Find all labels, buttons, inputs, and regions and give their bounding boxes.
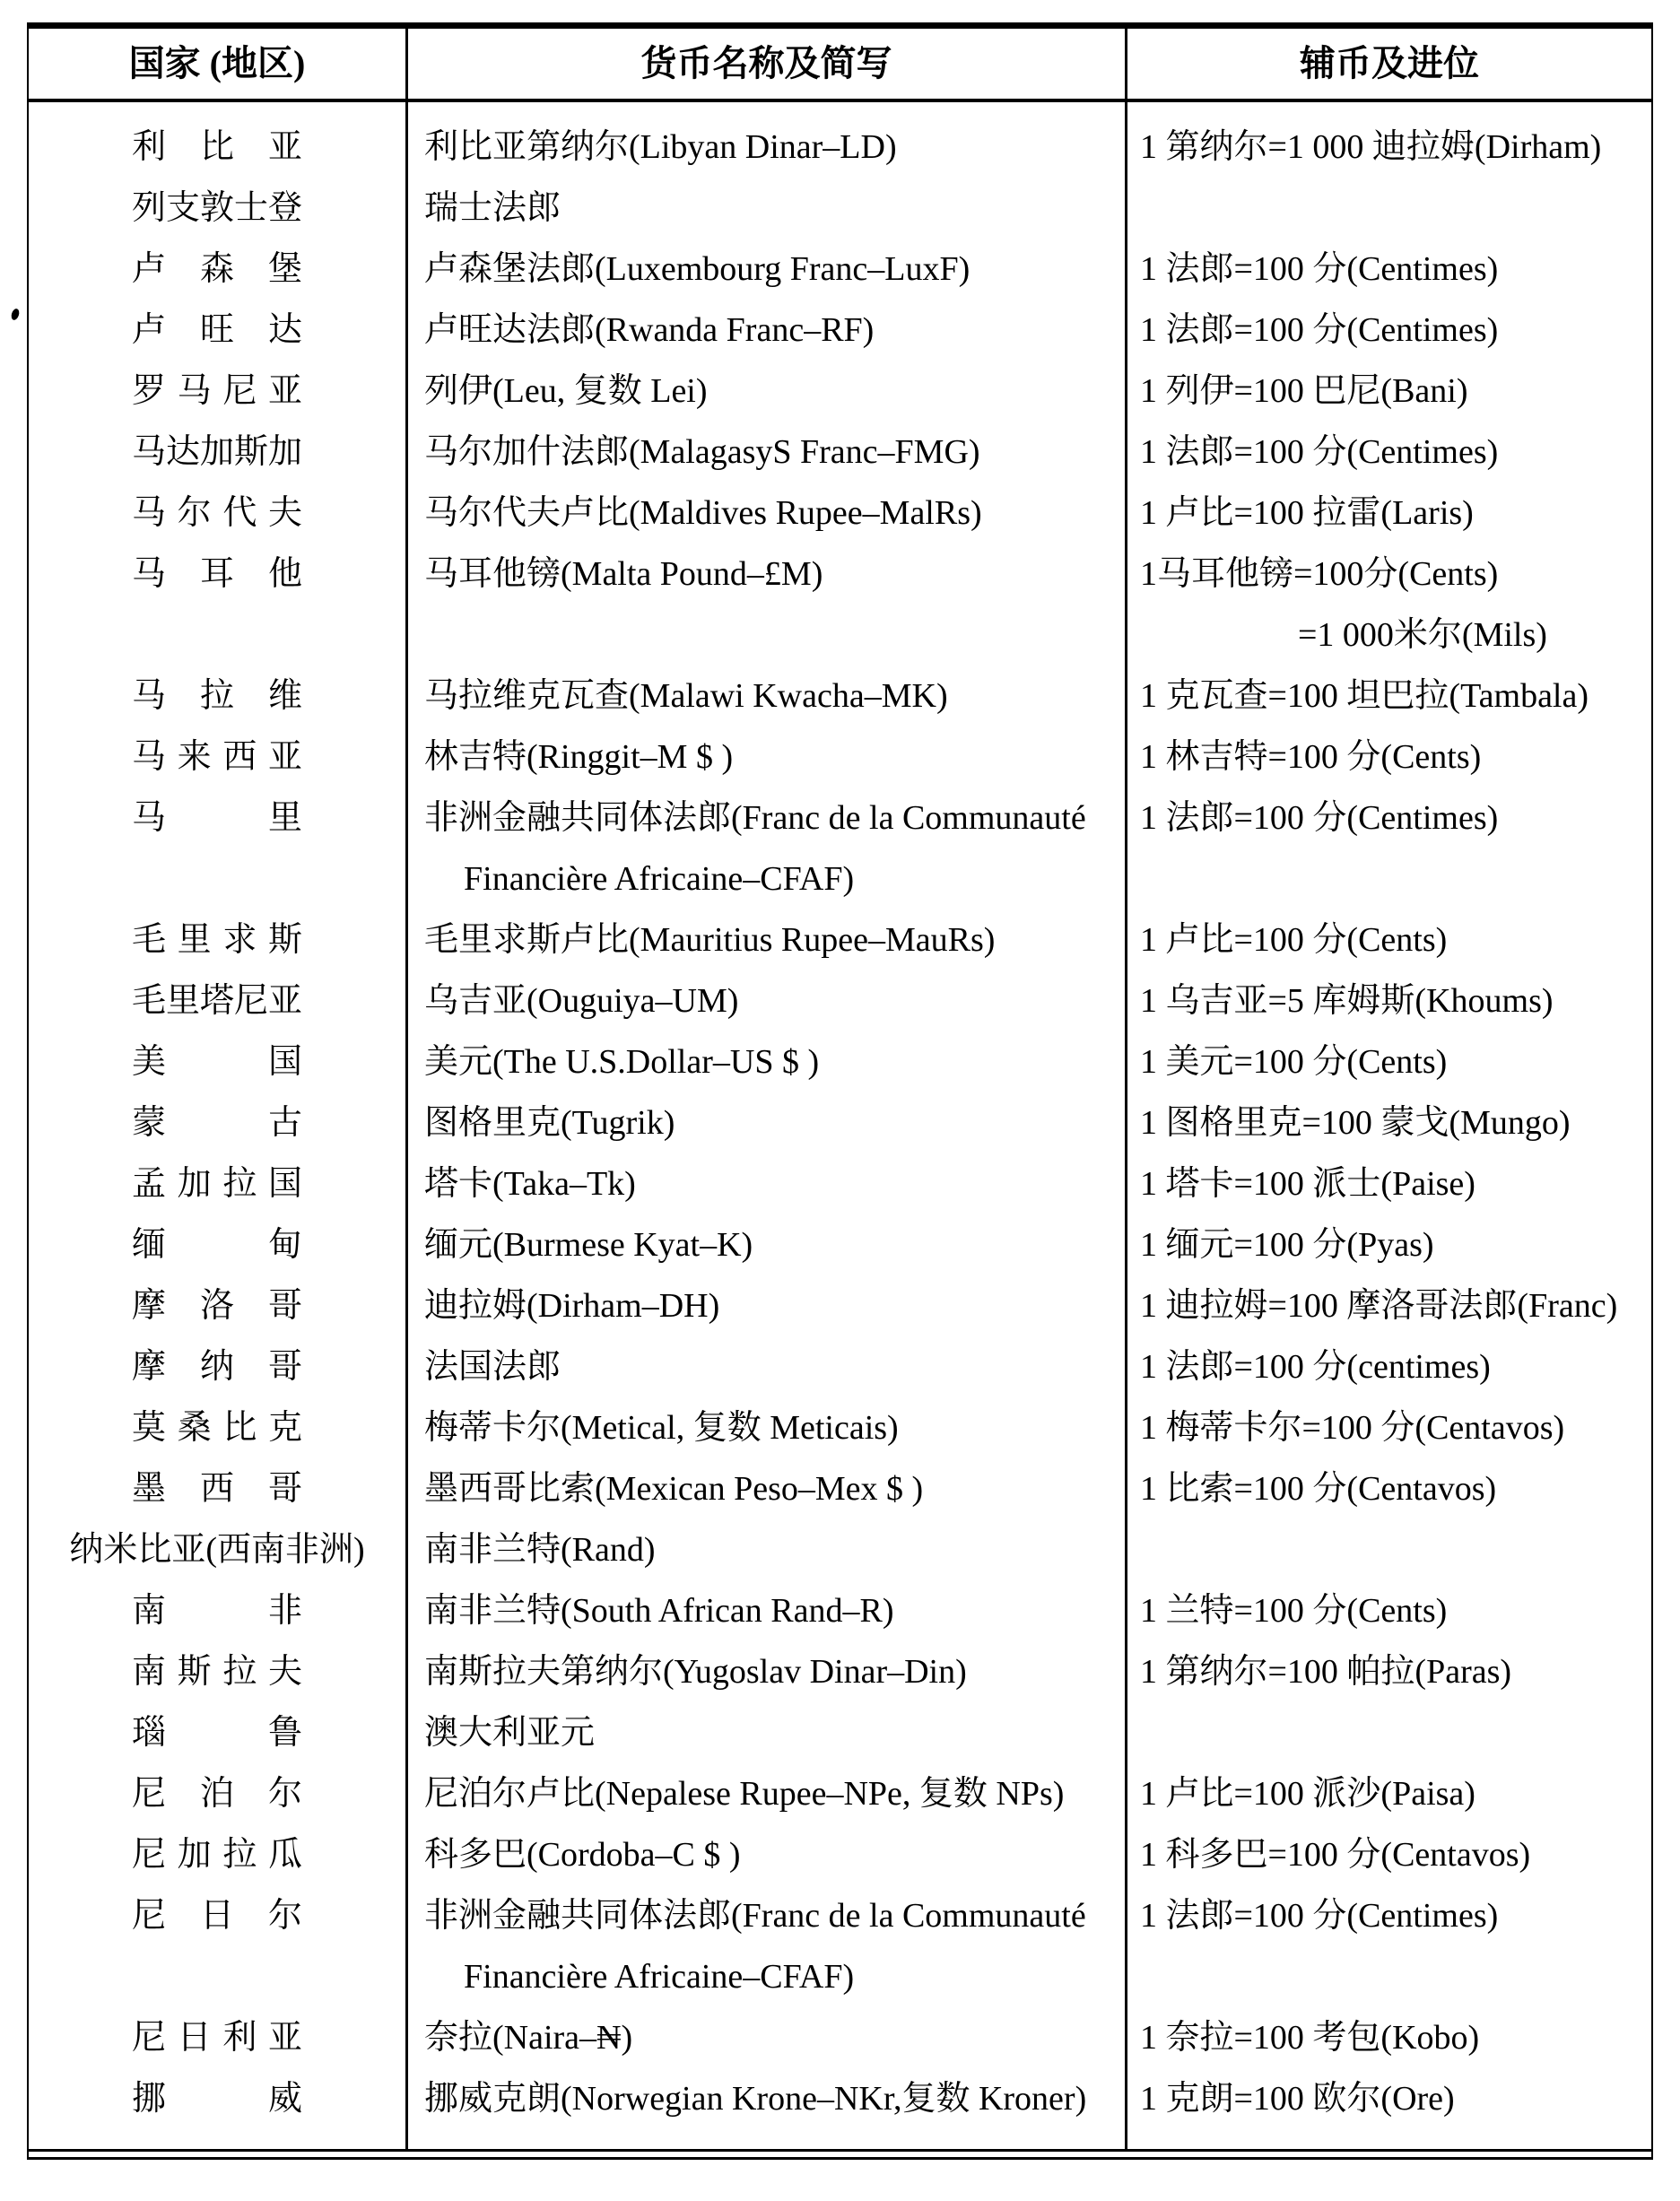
country-name: 瑙鲁 [132, 1714, 302, 1752]
currency-cell [408, 1702, 1127, 1763]
table-row [29, 1641, 1651, 1702]
subunit-cell [1127, 178, 1651, 239]
subunit-cell [1127, 726, 1651, 787]
country-name: 摩洛哥 [132, 1287, 302, 1325]
subunit-cell [1127, 422, 1651, 483]
currency-cell [408, 1214, 1127, 1275]
currency-cell [408, 1397, 1127, 1458]
table-row [29, 1580, 1651, 1641]
table-row [29, 1336, 1651, 1397]
table-row [29, 1031, 1651, 1092]
country-name: 南非 [132, 1592, 302, 1630]
subunit-cell [1127, 1702, 1651, 1763]
currency-line: 瑞士法郎 [424, 189, 561, 227]
currency-line: 挪威克朗(Norwegian Krone–NKr,复数 Kroner) [424, 2080, 1087, 2118]
subunit-cell [1127, 2068, 1651, 2149]
table-row [29, 178, 1651, 239]
subunit-cell [1127, 970, 1651, 1031]
country-name: 毛里塔尼亚 [131, 982, 302, 1020]
table-row [29, 2007, 1651, 2068]
currency-cell [408, 2007, 1127, 2068]
currency-cell [408, 1275, 1127, 1336]
country-cell [29, 544, 408, 666]
currency-line: 南斯拉夫第纳尔(Yugoslav Dinar–Din) [424, 1653, 967, 1691]
country-name: 卢旺达 [132, 311, 302, 349]
subunit-line: 1 缅元=100 分(Pyas) [1140, 1226, 1434, 1264]
subunit-cell [1127, 1397, 1651, 1458]
table-row [29, 544, 1651, 666]
currency-line: 卢旺达法郎(Rwanda Franc–RF) [424, 311, 875, 349]
country-cell [29, 1153, 408, 1214]
table-row [29, 1092, 1651, 1153]
subunit-line: 1 比索=100 分(Centavos) [1140, 1470, 1497, 1508]
subunit-line: 1 林吉特=100 分(Cents) [1140, 738, 1482, 776]
country-cell [29, 787, 408, 909]
currency-line: 南非兰特(Rand) [424, 1531, 656, 1569]
currency-line: 非洲金融共同体法郎(Franc de la Communauté [424, 799, 1086, 837]
bottom-double-rule [29, 2149, 1651, 2160]
currency-line: 林吉特(Ringgit–M $ ) [424, 738, 734, 776]
subunit-cell [1127, 1153, 1651, 1214]
subunit-line: 1 第纳尔=100 帕拉(Paras) [1140, 1653, 1512, 1691]
country-cell [29, 1336, 408, 1397]
subunit-cell [1127, 1519, 1651, 1580]
currency-cell [408, 1519, 1127, 1580]
currency-line: 美元(The U.S.Dollar–US $ ) [424, 1043, 820, 1081]
currency-line: 非洲金融共同体法郎(Franc de la Communauté [424, 1897, 1086, 1935]
country-name: 马拉维 [132, 677, 302, 715]
country-name: 列支敦士登 [131, 189, 302, 227]
subunit-line: 1 法郎=100 分(Centimes) [1140, 433, 1499, 471]
country-cell [29, 422, 408, 483]
subunit-line: 1 美元=100 分(Cents) [1140, 1043, 1448, 1081]
header-country: 国家 (地区) [29, 29, 408, 99]
subunit-cell [1127, 1275, 1651, 1336]
table-row [29, 1397, 1651, 1458]
table-row [29, 726, 1651, 787]
currency-cell [408, 361, 1127, 422]
subunit-cell [1127, 1092, 1651, 1153]
country-cell [29, 2068, 408, 2149]
country-cell [29, 1397, 408, 1458]
currency-cell [408, 2068, 1127, 2149]
subunit-line: 1 法郎=100 分(centimes) [1140, 1348, 1491, 1386]
table-row [29, 483, 1651, 544]
subunit-line: 1 第纳尔=1 000 迪拉姆(Dirham) [1140, 128, 1602, 166]
table-row [29, 102, 1651, 178]
country-name: 墨西哥 [132, 1470, 302, 1508]
table-row [29, 1214, 1651, 1275]
currency-line: 科多巴(Cordoba–C $ ) [424, 1836, 741, 1874]
country-name: 南斯拉夫 [132, 1653, 302, 1691]
country-name: 马尔代夫 [132, 494, 302, 532]
country-cell [29, 970, 408, 1031]
currency-cell [408, 787, 1127, 909]
currency-cell [408, 1824, 1127, 1885]
currency-cell [408, 1092, 1127, 1153]
subunit-cell [1127, 666, 1651, 726]
subunit-cell [1127, 1458, 1651, 1519]
country-cell [29, 1458, 408, 1519]
country-cell [29, 1519, 408, 1580]
subunit-line: 1 梅蒂卡尔=100 分(Centavos) [1140, 1409, 1565, 1447]
country-cell [29, 1214, 408, 1275]
table-row [29, 666, 1651, 726]
subunit-cell [1127, 239, 1651, 300]
currency-line: 马拉维克瓦查(Malawi Kwacha–MK) [424, 677, 948, 715]
subunit-cell [1127, 483, 1651, 544]
currency-cell [408, 666, 1127, 726]
currency-line: 奈拉(Naira–₦) [424, 2019, 633, 2057]
country-name: 马耳他 [132, 555, 302, 593]
currency-cell [408, 909, 1127, 970]
table-row [29, 361, 1651, 422]
currency-cell [408, 300, 1127, 361]
subunit-line: 1 塔卡=100 派士(Paise) [1140, 1165, 1475, 1203]
currency-line: 南非兰特(South African Rand–R) [424, 1592, 894, 1630]
subunit-cell [1127, 1031, 1651, 1092]
country-cell [29, 726, 408, 787]
country-cell [29, 483, 408, 544]
country-name: 挪威 [132, 2080, 302, 2118]
subunit-line: 1 法郎=100 分(Centimes) [1140, 250, 1499, 288]
subunit-cell [1127, 2007, 1651, 2068]
currency-line: 塔卡(Taka–Tk) [424, 1165, 636, 1203]
subunit-cell [1127, 1214, 1651, 1275]
country-cell [29, 2007, 408, 2068]
country-name: 马来西亚 [132, 738, 302, 776]
country-cell [29, 361, 408, 422]
table-row [29, 239, 1651, 300]
country-cell [29, 102, 408, 178]
currency-cell [408, 102, 1127, 178]
currency-line: 迪拉姆(Dirham–DH) [424, 1287, 720, 1325]
subunit-line: 1 奈拉=100 考包(Kobo) [1140, 2019, 1480, 2057]
country-cell [29, 1580, 408, 1641]
currency-cell [408, 1336, 1127, 1397]
country-name: 卢森堡 [132, 250, 302, 288]
country-name: 纳米比亚(西南非洲) [69, 1531, 365, 1569]
country-cell [29, 909, 408, 970]
currency-cell [408, 1153, 1127, 1214]
currency-cell [408, 1580, 1127, 1641]
country-cell [29, 1763, 408, 1824]
currency-line: 卢森堡法郎(Luxembourg Franc–LuxF) [424, 250, 971, 288]
header-currency-name: 货币名称及简写 [408, 29, 1127, 99]
country-cell [29, 1824, 408, 1885]
subunit-line: 1马耳他镑=100分(Cents) [1140, 555, 1499, 593]
table-row [29, 1275, 1651, 1336]
currency-line: 乌吉亚(Ouguiya–UM) [424, 982, 739, 1020]
table-row [29, 2068, 1651, 2149]
subunit-line: 1 图格里克=100 蒙戈(Mungo) [1140, 1104, 1571, 1142]
subunit-line: 1 科多巴=100 分(Centavos) [1140, 1836, 1531, 1874]
subunit-cell [1127, 102, 1651, 178]
subunit-line: =1 000米尔(Mils) [1298, 616, 1547, 654]
table-row [29, 422, 1651, 483]
country-name: 马达加斯加 [131, 433, 302, 471]
country-name: 罗马尼亚 [132, 372, 302, 410]
country-name: 蒙古 [132, 1104, 302, 1142]
subunit-line: 1 法郎=100 分(Centimes) [1140, 311, 1499, 349]
subunit-cell [1127, 361, 1651, 422]
subunit-cell [1127, 1580, 1651, 1641]
table-row [29, 1153, 1651, 1214]
country-cell [29, 178, 408, 239]
currency-cell [408, 1031, 1127, 1092]
country-cell [29, 239, 408, 300]
subunit-line: 1 兰特=100 分(Cents) [1140, 1592, 1448, 1630]
table-row [29, 1824, 1651, 1885]
subunit-cell [1127, 1336, 1651, 1397]
country-name: 缅甸 [132, 1226, 302, 1264]
currency-cell [408, 483, 1127, 544]
table-body [29, 102, 1651, 2149]
currency-line: 法国法郎 [424, 1348, 561, 1386]
country-name: 摩纳哥 [132, 1348, 302, 1386]
country-name: 孟加拉国 [132, 1165, 302, 1203]
subunit-line: 1 克朗=100 欧尔(Ore) [1140, 2080, 1455, 2118]
currency-cell [408, 544, 1127, 666]
subunit-line: 1 克瓦查=100 坦巴拉(Tambala) [1140, 677, 1589, 715]
subunit-line: 1 迪拉姆=100 摩洛哥法郎(Franc) [1140, 1287, 1618, 1325]
table-row [29, 1885, 1651, 2007]
subunit-line: 1 法郎=100 分(Centimes) [1140, 799, 1499, 837]
currency-cell [408, 178, 1127, 239]
table-row [29, 970, 1651, 1031]
country-name: 尼加拉瓜 [132, 1836, 302, 1874]
subunit-line: 1 卢比=100 派沙(Paisa) [1140, 1775, 1475, 1813]
country-cell [29, 1031, 408, 1092]
subunit-line: 1 卢比=100 分(Cents) [1140, 921, 1448, 959]
subunit-cell [1127, 1885, 1651, 2007]
currency-line: 缅元(Burmese Kyat–K) [424, 1226, 753, 1264]
currency-line: 马尔代夫卢比(Maldives Rupee–MalRs) [424, 494, 982, 532]
table-header-row [29, 29, 1651, 102]
currency-line: 毛里求斯卢比(Mauritius Rupee–MauRs) [424, 921, 996, 959]
country-cell [29, 1702, 408, 1763]
country-name: 莫桑比克 [132, 1409, 302, 1447]
header-subunit: 辅币及进位 [1300, 43, 1479, 83]
table-row [29, 300, 1651, 361]
subunit-line: 1 列伊=100 巴尼(Bani) [1140, 372, 1468, 410]
currency-cell [408, 726, 1127, 787]
country-cell [29, 1885, 408, 2007]
currency-cell [408, 970, 1127, 1031]
currency-line: Financière Africaine–CFAF) [464, 860, 855, 898]
country-name: 毛里求斯 [132, 921, 302, 959]
table-row [29, 1702, 1651, 1763]
currency-line: 利比亚第纳尔(Libyan Dinar–LD) [424, 128, 897, 166]
currency-line: 澳大利亚元 [424, 1714, 596, 1752]
scan-artifact-dot [10, 308, 21, 321]
country-cell [29, 666, 408, 726]
subunit-line: 1 法郎=100 分(Centimes) [1140, 1897, 1499, 1935]
country-name: 尼日尔 [132, 1897, 302, 1935]
table-row [29, 1519, 1651, 1580]
country-cell [29, 300, 408, 361]
country-cell [29, 1641, 408, 1702]
currency-cell [408, 422, 1127, 483]
subunit-cell [1127, 300, 1651, 361]
currency-cell [408, 239, 1127, 300]
subunit-line: 1 乌吉亚=5 库姆斯(Khoums) [1140, 982, 1554, 1020]
currency-line: 尼泊尔卢比(Nepalese Rupee–NPe, 复数 NPs) [424, 1775, 1065, 1813]
currency-cell [408, 1885, 1127, 2007]
currency-table [27, 22, 1653, 2160]
country-name: 美国 [132, 1043, 302, 1081]
country-name: 马里 [132, 799, 302, 837]
subunit-cell [1127, 787, 1651, 909]
country-name: 尼泊尔 [132, 1775, 302, 1813]
subunit-cell [1127, 544, 1651, 666]
currency-line: 列伊(Leu, 复数 Lei) [424, 372, 708, 410]
table-row [29, 1763, 1651, 1824]
currency-line: 马耳他镑(Malta Pound–£M) [424, 555, 823, 593]
subunit-cell [1127, 1763, 1651, 1824]
country-name: 尼日利亚 [132, 2019, 302, 2057]
country-name: 利比亚 [132, 128, 302, 166]
country-cell [29, 1275, 408, 1336]
subunit-cell [1127, 909, 1651, 970]
subunit-cell [1127, 1824, 1651, 1885]
currency-cell [408, 1641, 1127, 1702]
currency-line: 图格里克(Tugrik) [424, 1104, 675, 1142]
country-cell [29, 1092, 408, 1153]
subunit-cell [1127, 1641, 1651, 1702]
table-row [29, 787, 1651, 909]
subunit-line: 1 卢比=100 拉雷(Laris) [1140, 494, 1474, 532]
currency-line: Financière Africaine–CFAF) [464, 1958, 855, 1996]
currency-line: 墨西哥比索(Mexican Peso–Mex $ ) [424, 1470, 924, 1508]
currency-line: 梅蒂卡尔(Metical, 复数 Meticais) [424, 1409, 899, 1447]
table-row [29, 909, 1651, 970]
currency-line: 马尔加什法郎(MalagasyS Franc–FMG) [424, 433, 980, 471]
table-row [29, 1458, 1651, 1519]
currency-cell [408, 1763, 1127, 1824]
currency-cell [408, 1458, 1127, 1519]
